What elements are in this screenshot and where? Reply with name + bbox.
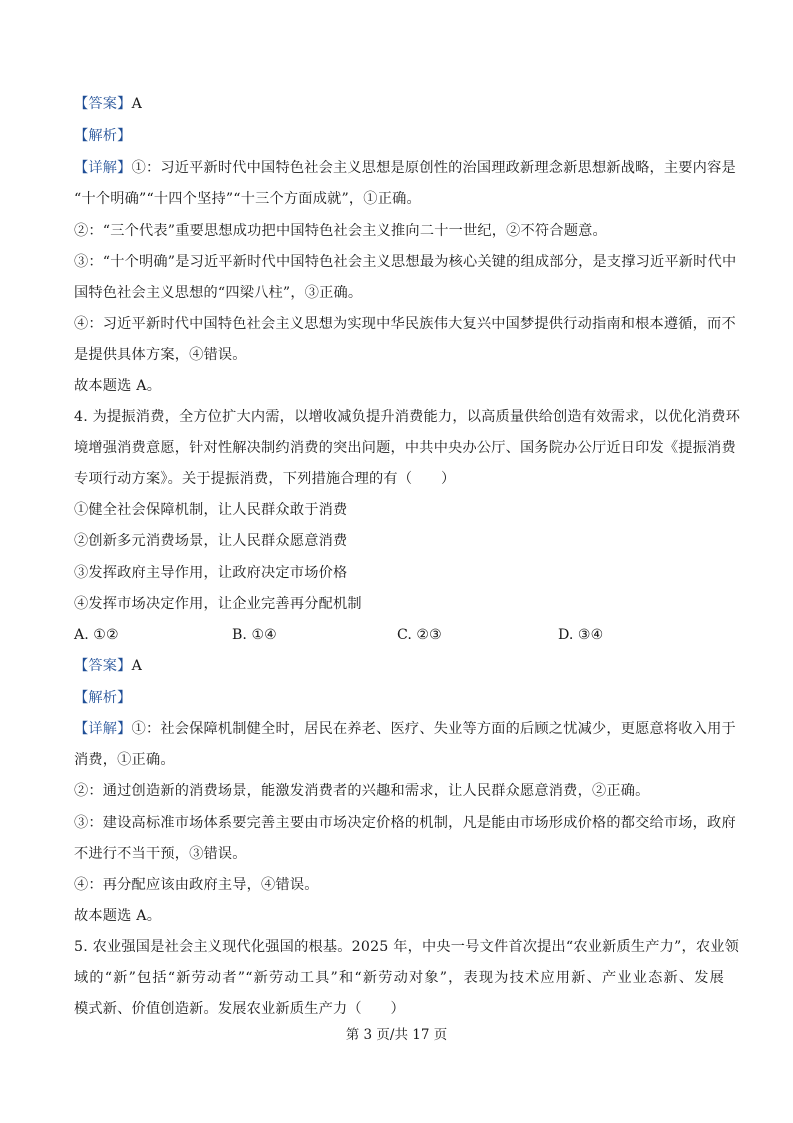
q3-detail-line-6: ④：习近平新时代中国特色社会主义思想为实现中华民族伟大复兴中国梦提供行动指南和根本遵循，而不	[74, 316, 736, 332]
q4-option-c: C. ②③	[397, 627, 442, 643]
q3-detail-line-4: ③：“十个明确”是习近平新时代中国特色社会主义思想最为核心关键的组成部分，是支撑习近平新时代中	[74, 254, 737, 270]
q4-answer-line	[74, 656, 724, 676]
q3-detail-text-1: ①：习近平新时代中国特色社会主义思想是原创性的治国理政新理念新思想新战略，主要内容是	[131, 160, 736, 176]
q4-option-a: A. ①②	[74, 627, 119, 643]
q4-option-b: B. ①④	[232, 627, 277, 643]
q4-item-3: ③发挥政府主导作用，让政府决定市场价格	[74, 565, 348, 581]
q4-answer-label: 【答案】	[74, 658, 132, 674]
q4-stem-line-3: 专项行动方案》。关于提振消费，下列措施合理的有（ ）	[74, 471, 456, 487]
q3-answer-value: A	[131, 96, 143, 112]
q3-detail-line-1	[74, 158, 736, 178]
q3-analysis-label: 【解析】	[74, 128, 132, 144]
q4-detail-line-2: 消费，①正确。	[74, 752, 175, 768]
q4-item-2: ②创新多元消费场景，让人民群众愿意消费	[74, 533, 348, 549]
q4-detail-text-1: ①：社会保障机制健全时，居民在养老、医疗、失业等方面的后顾之忧减少，更愿意将收入用于	[131, 721, 736, 737]
q3-detail-line-5: 国特色社会主义思想的“四梁八柱”，③正确。	[74, 285, 363, 301]
q3-answer-line	[74, 94, 724, 114]
q3-answer-label: 【答案】	[74, 96, 132, 112]
q5-stem-line-2: 域的“新”包括“新劳动者”“新劳动工具”和“新劳动对象”，表现为技术应用新、产业业态新、发展	[74, 970, 724, 986]
q3-detail-line-7: 是提供具体方案，④错误。	[74, 347, 247, 363]
q3-detail-line-2: “十个明确”“十四个坚持”“十三个方面成就”，①正确。	[74, 191, 421, 207]
q4-analysis-label: 【解析】	[74, 690, 132, 706]
q4-detail-line-6: ④：再分配应该由政府主导，④错误。	[74, 877, 319, 893]
q4-conclusion: 故本题选 A。	[74, 908, 162, 924]
q4-detail-line-1	[74, 719, 736, 739]
q4-stem-line-2: 境增强消费意愿，针对性解决制约消费的突出问题，中共中央办公厅、国务院办公厅近日印发《提振消费	[74, 440, 736, 456]
q4-detail-line-5: 不进行不当干预，③错误。	[74, 846, 247, 862]
q4-detail-line-3: ②：通过创造新的消费场景，能激发消费者的兴趣和需求，让人民群众愿意消费，②正确。	[74, 783, 650, 799]
q4-item-4: ④发挥市场决定作用，让企业完善再分配机制	[74, 596, 362, 612]
q4-item-1: ①健全社会保障机制，让人民群众敢于消费	[74, 502, 348, 518]
q4-answer-value: A	[131, 658, 143, 674]
page-footer: 第 3 页/共 17 页	[345, 1027, 448, 1043]
q5-stem-line-3: 模式新、价值创造新。发展农业新质生产力（ ）	[74, 1001, 405, 1017]
q3-detail-line-3: ②：“三个代表”重要思想成功把中国特色社会主义推向二十一世纪，②不符合题意。	[74, 223, 607, 239]
q4-stem-line-1: 4. 为提振消费，全方位扩大内需，以增收减负提升消费能力，以高质量供给创造有效需求，以优化消费环	[74, 409, 741, 425]
q4-options-row	[74, 625, 724, 645]
q3-detail-label: 【详解】	[74, 160, 132, 176]
q4-detail-label: 【详解】	[74, 721, 132, 737]
q5-stem-line-1: 5. 农业强国是社会主义现代化强国的根基。2025 年，中央一号文件首次提出“农业新质生产力”，农业领	[74, 939, 740, 955]
q3-conclusion: 故本题选 A。	[74, 378, 162, 394]
q4-option-d: D. ③④	[558, 627, 604, 643]
q4-detail-line-4: ③：建设高标准市场体系要完善主要由市场决定价格的机制，凡是能由市场形成价格的都交给市场，政府	[74, 815, 736, 831]
